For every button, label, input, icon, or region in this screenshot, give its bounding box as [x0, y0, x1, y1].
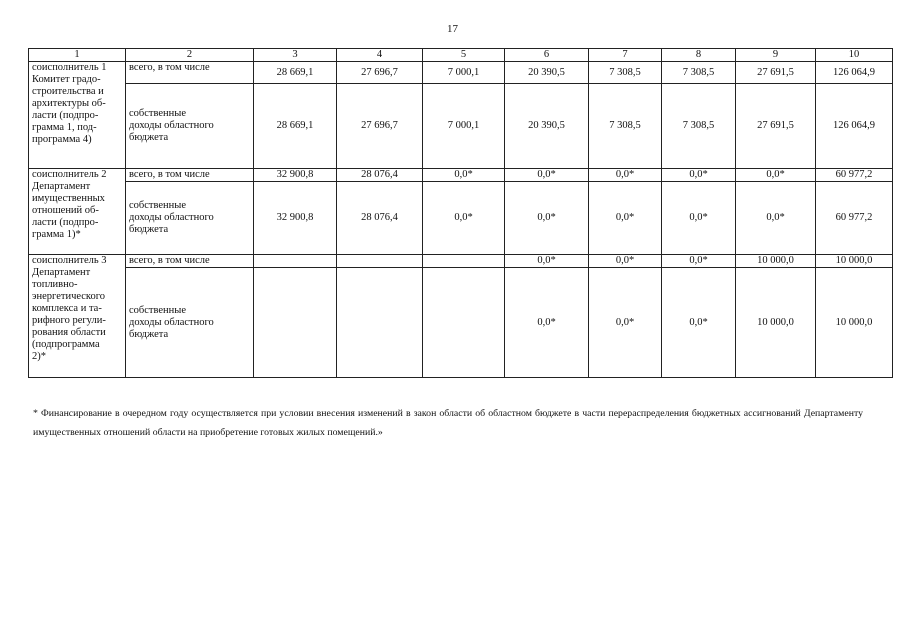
value-cell: 27 691,5: [736, 84, 816, 169]
value-cell: [254, 268, 337, 378]
value-cell: 0,0*: [662, 169, 736, 182]
value-cell: 126 064,9: [816, 84, 893, 169]
value-cell: 0,0*: [505, 182, 589, 255]
value-cell: 10 000,0: [816, 268, 893, 378]
value-cell: 60 977,2: [816, 182, 893, 255]
source-label: всего, в том числе: [126, 169, 254, 182]
table-row: [29, 84, 893, 169]
value-cell: 7 308,5: [662, 62, 736, 84]
value-cell: 7 308,5: [662, 84, 736, 169]
header-cell: 3: [254, 49, 337, 62]
value-cell: 7 000,1: [423, 84, 505, 169]
value-cell: 28 076,4: [337, 169, 423, 182]
header-cell: 5: [423, 49, 505, 62]
value-cell: 7 000,1: [423, 62, 505, 84]
header-cell: 8: [662, 49, 736, 62]
table-row: [29, 255, 893, 268]
footnote: * Финансирование в очередном году осуществляется при условии внесения изменений в закон области об областном бюджете в части перераспределения бюджетных ассигнований Департаменту имущественных отношений области на приобретение готовых жилых помещений.»: [33, 408, 863, 438]
value-cell: 10 000,0: [736, 268, 816, 378]
value-cell: 0,0*: [662, 255, 736, 268]
value-cell: 0,0*: [662, 182, 736, 255]
value-cell: 0,0*: [589, 268, 662, 378]
value-cell: 0,0*: [589, 255, 662, 268]
value-cell: [423, 268, 505, 378]
value-cell: 27 696,7: [337, 84, 423, 169]
source-label: всего, в том числе: [126, 62, 254, 84]
value-cell: 0,0*: [423, 169, 505, 182]
value-cell: 32 900,8: [254, 169, 337, 182]
header-row: [29, 49, 893, 62]
value-cell: 0,0*: [423, 182, 505, 255]
header-cell: 10: [816, 49, 893, 62]
value-cell: 20 390,5: [505, 62, 589, 84]
value-cell: 28 669,1: [254, 84, 337, 169]
org-cell: соисполнитель 1 Комитет градо- строительства и архитектуры об- ласти (подпро- грамма 1, под- программа 4): [29, 62, 126, 169]
header-cell: 4: [337, 49, 423, 62]
header-cell: 6: [505, 49, 589, 62]
source-label: собственные доходы областного бюджета: [126, 268, 254, 378]
table-row: [29, 62, 893, 84]
value-cell: 0,0*: [736, 169, 816, 182]
value-cell: [423, 255, 505, 268]
value-cell: 10 000,0: [736, 255, 816, 268]
value-cell: 0,0*: [505, 169, 589, 182]
table-row: [29, 169, 893, 182]
org-cell: соисполнитель 2 Департамент имущественных отношений об- ласти (подпро- грамма 1)*: [29, 169, 126, 255]
page-number: 17: [447, 23, 458, 35]
source-label: собственные доходы областного бюджета: [126, 182, 254, 255]
source-label: всего, в том числе: [126, 255, 254, 268]
value-cell: [254, 255, 337, 268]
value-cell: 28 076,4: [337, 182, 423, 255]
value-cell: [337, 268, 423, 378]
value-cell: 0,0*: [505, 268, 589, 378]
header-cell: 2: [126, 49, 254, 62]
value-cell: 32 900,8: [254, 182, 337, 255]
table-row: [29, 182, 893, 255]
value-cell: 27 691,5: [736, 62, 816, 84]
value-cell: 60 977,2: [816, 169, 893, 182]
value-cell: 0,0*: [662, 268, 736, 378]
value-cell: 7 308,5: [589, 62, 662, 84]
value-cell: 0,0*: [505, 255, 589, 268]
value-cell: 0,0*: [589, 169, 662, 182]
value-cell: 7 308,5: [589, 84, 662, 169]
value-cell: 28 669,1: [254, 62, 337, 84]
header-cell: 9: [736, 49, 816, 62]
org-cell: соисполнитель 3 Департамент топливно- энергетического комплекса и та- рифного регули- рования области (подпрограмма 2)*: [29, 255, 126, 378]
value-cell: [337, 255, 423, 268]
value-cell: 0,0*: [736, 182, 816, 255]
header-cell: 7: [589, 49, 662, 62]
value-cell: 10 000,0: [816, 255, 893, 268]
value-cell: 126 064,9: [816, 62, 893, 84]
source-label: собственные доходы областного бюджета: [126, 84, 254, 169]
value-cell: 27 696,7: [337, 62, 423, 84]
value-cell: 0,0*: [589, 182, 662, 255]
header-cell: 1: [29, 49, 126, 62]
table-row: [29, 268, 893, 378]
funding-table: [28, 48, 893, 378]
value-cell: 20 390,5: [505, 84, 589, 169]
